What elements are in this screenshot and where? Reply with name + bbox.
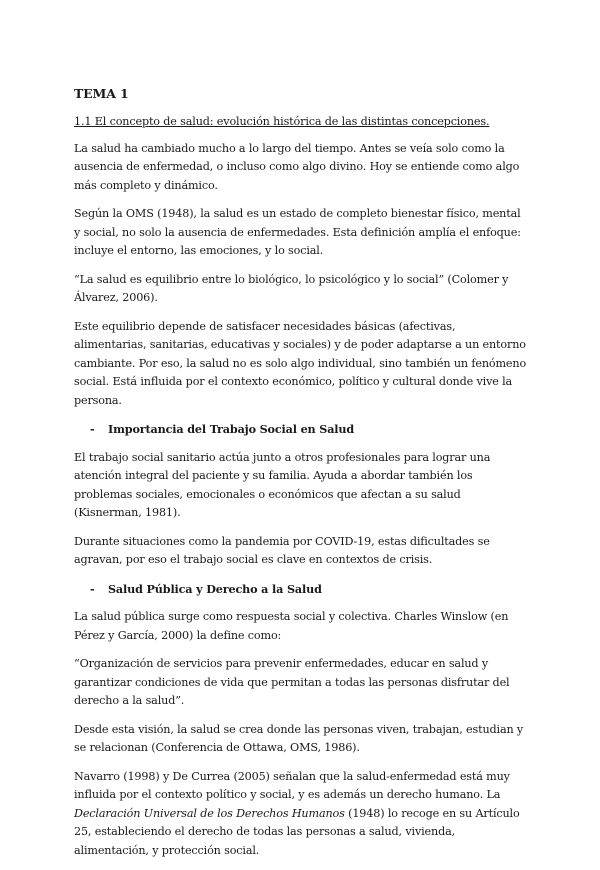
paragraph-ottawa: Desde esta visión, la salud se crea donde las personas viven, trabajan, estudian y se relacionan (Conferencia de Ottawa, OMS, 1986). bbox=[74, 722, 524, 754]
paragraph-health-social-work: El trabajo social sanitario actúa junto a otros profesionales para lograr una atención integral del paciente y su familia. Ayuda a abordar también los problemas sociales, emocionales o económicos que afectan a su salud (Kisnerman, 1981). bbox=[74, 450, 491, 519]
paragraph-text: Navarro (1998) y De Currea (2005) señalan que la salud-enfermedad está muy influida por el contexto político y social, y es además un derecho humano. La bbox=[74, 769, 510, 801]
section-subtitle: 1.1 El concepto de salud: evolución histórica de las distintas concepciones. bbox=[74, 115, 490, 128]
declaration-title: Declaración Universal de los Derechos Humanos bbox=[74, 806, 345, 820]
document-page bbox=[74, 83, 530, 870]
heading-text: Importancia del Trabajo Social en Salud bbox=[108, 422, 355, 436]
paragraph-text: (1948) lo recoge en su Artículo 25, estableciendo el derecho de todas las personas a salud, vivienda, alimentación, y protección social. bbox=[74, 806, 520, 857]
document-title: TEMA 1 bbox=[74, 86, 129, 101]
heading-public-health bbox=[74, 580, 530, 599]
heading-text: Salud Pública y Derecho a la Salud bbox=[108, 581, 322, 596]
paragraph-covid: Durante situaciones como la pandemia por COVID-19, estas dificultades se agravan, por eso el trabajo social es clave en contextos de crisis. bbox=[74, 534, 490, 566]
heading-dash: - bbox=[90, 422, 95, 436]
paragraph-public-health-origin: La salud pública surge como respuesta social y colectiva. Charles Winslow (en Pérez y García, 2000) la define como: bbox=[74, 610, 509, 642]
heading-dash: - bbox=[90, 581, 95, 596]
paragraph-health-evolution: La salud ha cambiado mucho a lo largo del tiempo. Antes se veía solo como la ausencia de enfermedad, o incluso como algo divino. Hoy se entiende como algo más completo y dinámico. bbox=[74, 141, 520, 192]
paragraph-oms-definition: Según la OMS (1948), la salud es un estado de completo bienestar físico, mental y social, no solo la ausencia de enfermedades. Esta definición amplía el enfoque: incluye el entorno, las emociones, y lo social. bbox=[74, 207, 521, 257]
paragraph-human-right bbox=[74, 768, 530, 861]
paragraph-balance-needs: Este equilibrio depende de satisfacer necesidades básicas (afectivas, alimentarias, sanitarias, educativas y sociales) y de poder adaptarse a un entorno cambiante. Por eso, la salud no es solo algo individual, sino también un fenómeno social. Está influida por el contexto económico, político y cultural donde vive la persona. bbox=[74, 319, 527, 407]
heading-social-work-importance bbox=[74, 420, 530, 439]
paragraph-quote-colomer: “La salud es equilibrio entre lo biológico, lo psicológico y lo social” (Colomer y Álvarez, 2006). bbox=[74, 272, 509, 304]
paragraph-winslow-quote: “Organización de servicios para prevenir enfermedades, educar en salud y garantizar condiciones de vida que permitan a todas las personas disfrutar del derecho a la salud”. bbox=[74, 657, 510, 707]
